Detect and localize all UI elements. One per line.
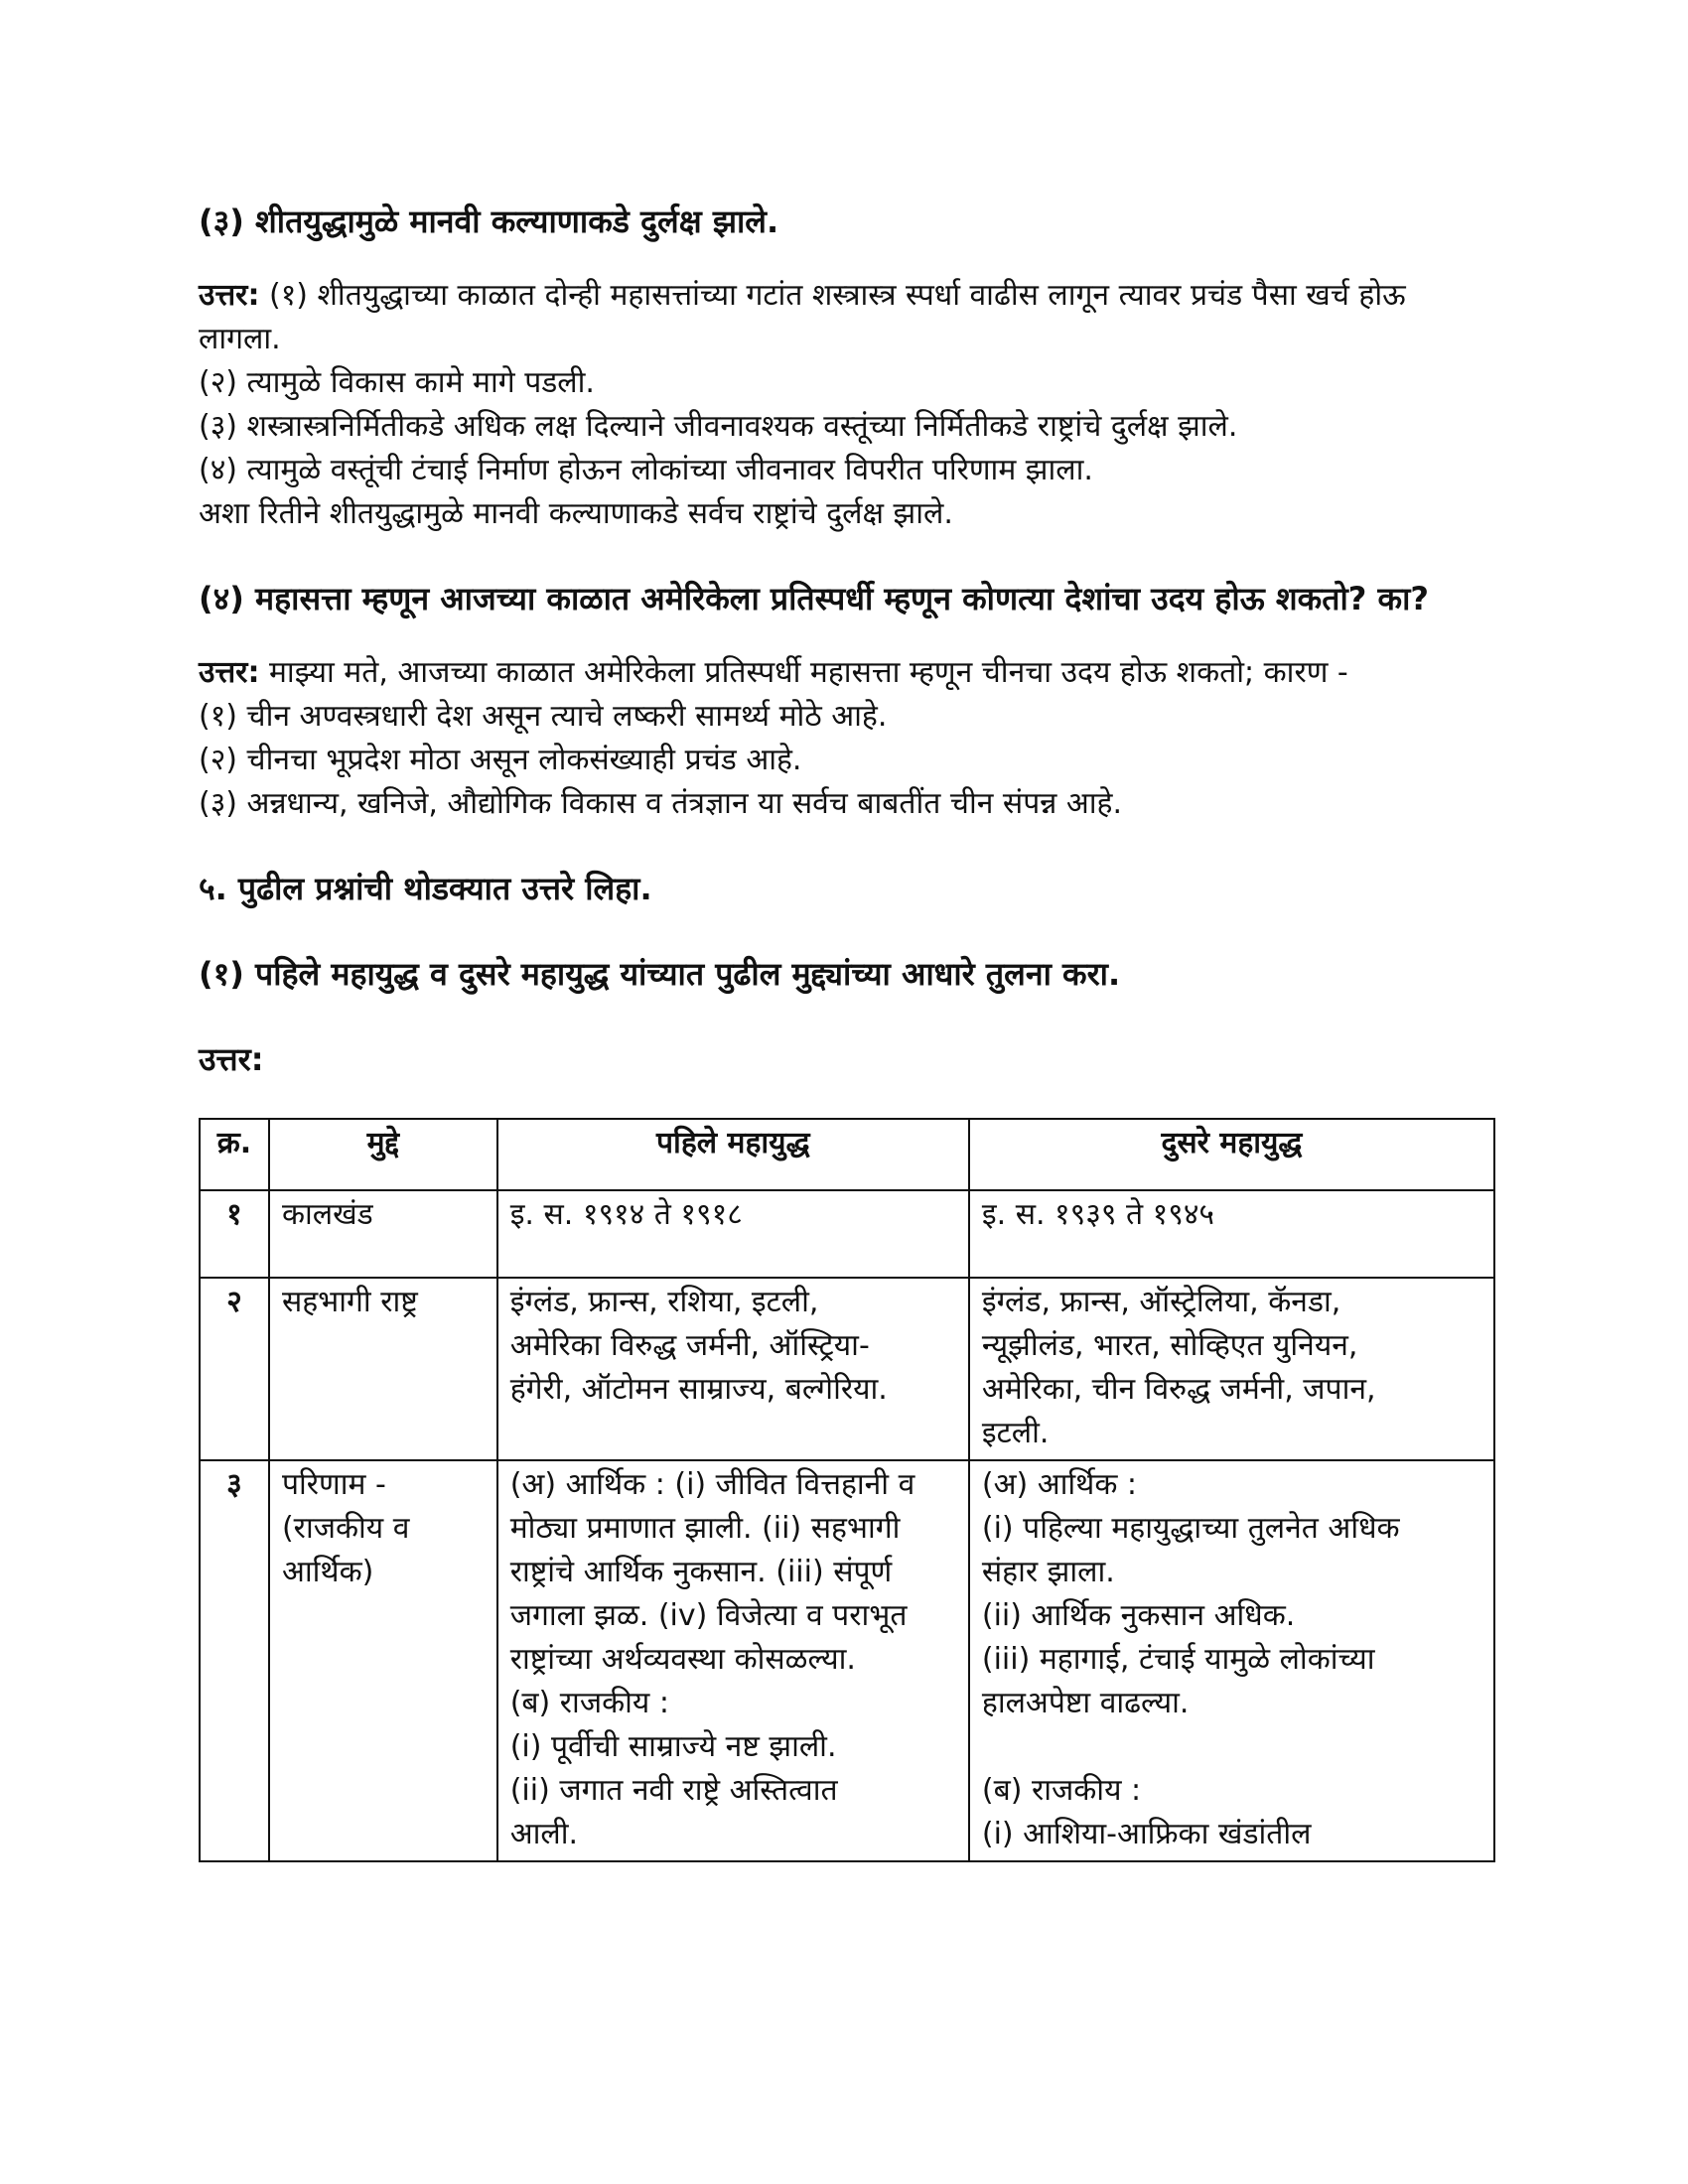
cell-line: (अ) आर्थिक :: [981, 1467, 1138, 1502]
question-3-conclusion: अशा रितीने शीतयुद्धामुळे मानवी कल्याणाकडे सर्वच राष्ट्रांचे दुर्लक्ष झाले.: [199, 496, 953, 531]
row-number: २: [200, 1278, 269, 1460]
cell-line: इंग्लंड, फ्रान्स, ऑस्ट्रेलिया, कॅनडा,: [981, 1285, 1341, 1319]
question-3-answer-line-4: (४) त्यामुळे वस्तूंची टंचाई निर्माण होऊन लोकांच्या जीवनावर विपरीत परिणाम झाला.: [199, 453, 1093, 487]
cell-line: (ii) आर्थिक नुकसान अधिक.: [981, 1598, 1296, 1633]
header-first-world-war: पहिले महायुद्ध: [497, 1119, 969, 1190]
cell-line: राष्ट्रांचे आर्थिक नुकसान. (iii) संपूर्ण: [509, 1555, 893, 1589]
cell-line: इटली.: [981, 1416, 1050, 1450]
cell-line: [982, 1725, 1481, 1769]
cell-line: (i) पहिल्या महायुद्धाच्या तुलनेत अधिक: [981, 1511, 1400, 1546]
cell-line: (iii) महागाई, टंचाई यामुळे लोकांच्या: [981, 1642, 1375, 1677]
cell-line: (ii) जगात नवी राष्ट्रे अस्तित्वात: [509, 1773, 838, 1808]
cell-line: आली.: [509, 1817, 579, 1851]
question-4-answer-line-3: (३) अन्नधान्य, खनिजे, औद्योगिक विकास व तंत्रज्ञान या सर्वच बाबतींत चीन संपन्न आहे.: [199, 786, 1123, 821]
cell-line: (i) आशिया-आफ्रिका खंडांतील: [981, 1817, 1312, 1851]
row-first-world-war: [497, 1460, 969, 1861]
row-point: [269, 1460, 497, 1861]
question-4-heading: (४) महासत्ता म्हणून आजच्या काळात अमेरिकेला प्रतिस्पर्धी म्हणून कोणत्या देशांचा उदय होऊ शकतो? का?: [199, 580, 1429, 617]
section-5-heading: ५. पुढील प्रश्नांची थोडक्यात उत्तरे लिहा.: [199, 870, 652, 907]
row-second-world-war: [969, 1190, 1494, 1278]
table-row: [200, 1278, 1494, 1460]
cell-line: मोठ्या प्रमाणात झाली. (ii) सहभागी: [509, 1511, 901, 1546]
cell-line: (ब) राजकीय :: [509, 1686, 669, 1720]
cell-line: परिणाम -: [281, 1467, 386, 1502]
cell-line: (i) पूर्वीची साम्राज्ये नष्ट झाली.: [509, 1729, 837, 1764]
cell-line: संहार झाला.: [981, 1555, 1115, 1589]
cell-line: इंग्लंड, फ्रान्स, रशिया, इटली,: [509, 1285, 819, 1319]
cell-line: न्यूझीलंड, भारत, सोव्हिएत युनियन,: [981, 1328, 1358, 1363]
cell-line: (राजकीय व: [281, 1511, 410, 1546]
question-3-heading: (३) शीतयुद्धामुळे मानवी कल्याणाकडे दुर्लक्ष झाले.: [199, 203, 779, 240]
answer-label: उत्तर:: [199, 655, 260, 690]
row-point: [269, 1278, 497, 1460]
question-3-answer-line-1: [199, 274, 1489, 361]
answer-text: माझ्या मते, आजच्या काळात अमेरिकेला प्रतिस्पर्धी महासत्ता म्हणून चीनचा उदय होऊ शकतो; कारण -: [268, 655, 1348, 690]
cell-line: अमेरिका, चीन विरुद्ध जर्मनी, जपान,: [981, 1372, 1376, 1407]
row-second-world-war: [969, 1460, 1494, 1861]
cell-line: हंगेरी, ऑटोमन साम्राज्य, बल्गेरिया.: [509, 1372, 888, 1407]
cell-line: इ. स. १९३९ ते १९४५: [981, 1197, 1215, 1232]
header-second-world-war: दुसरे महायुद्ध: [969, 1119, 1494, 1190]
question-4-answer-line-2: (२) चीनचा भूप्रदेश मोठा असून लोकसंख्याही प्रचंड आहे.: [199, 743, 802, 777]
row-first-world-war: [497, 1278, 969, 1460]
question-5-1-answer-label: उत्तर:: [199, 1040, 264, 1078]
question-3-answer-line-3: (३) शस्त्रास्त्रनिर्मितीकडे अधिक लक्ष दिल्याने जीवनावश्यक वस्तूंच्या निर्मितीकडे राष्ट्रांचे दुर्लक्ष झाले.: [199, 409, 1238, 444]
comparison-table: [199, 1118, 1495, 1862]
answer-label: उत्तर:: [199, 278, 260, 313]
cell-line: सहभागी राष्ट्र: [281, 1285, 418, 1319]
table-row: [200, 1190, 1494, 1278]
cell-line: हालअपेष्टा वाढल्या.: [981, 1686, 1190, 1720]
cell-line: इ. स. १९१४ ते १९१८: [509, 1197, 743, 1232]
row-second-world-war: [969, 1278, 1494, 1460]
cell-line: (अ) आर्थिक : (i) जीवित वित्तहानी व: [509, 1467, 915, 1502]
table-header-row: [200, 1119, 1494, 1190]
question-5-1-heading: (१) पहिले महायुद्ध व दुसरे महायुद्ध यांच्यात पुढील मुद्द्यांच्या आधारे तुलना करा.: [199, 955, 1121, 993]
table-row: [200, 1460, 1494, 1861]
cell-line: (ब) राजकीय :: [981, 1773, 1142, 1808]
cell-line: राष्ट्रांच्या अर्थव्यवस्था कोसळल्या.: [509, 1642, 856, 1677]
cell-line: कालखंड: [281, 1197, 373, 1232]
row-number: ३: [200, 1460, 269, 1861]
header-points: मुद्दे: [269, 1119, 497, 1190]
answer-text: (१) शीतयुद्धाच्या काळात दोन्ही महासत्तांच्या गटांत शस्त्रास्त्र स्पर्धा वाढीस लागून त्यावर प्रचंड पैसा खर्च होऊ लागला.: [199, 278, 1406, 356]
cell-line: आर्थिक): [281, 1555, 374, 1589]
cell-line: अमेरिका विरुद्ध जर्मनी, ऑस्ट्रिया-: [509, 1328, 870, 1363]
question-4-answer-line-1: (१) चीन अण्वस्त्रधारी देश असून त्याचे लष्करी सामर्थ्य मोठे आहे.: [199, 699, 888, 734]
question-3-answer-line-2: (२) त्यामुळे विकास कामे मागे पडली.: [199, 365, 595, 400]
row-first-world-war: [497, 1190, 969, 1278]
row-number: १: [200, 1190, 269, 1278]
question-4-answer-intro: [199, 651, 1489, 695]
header-serial: क्र.: [200, 1119, 269, 1190]
document-page: [199, 199, 1489, 1862]
cell-line: जगाला झळ. (iv) विजेत्या व पराभूत: [509, 1598, 908, 1633]
row-point: [269, 1190, 497, 1278]
